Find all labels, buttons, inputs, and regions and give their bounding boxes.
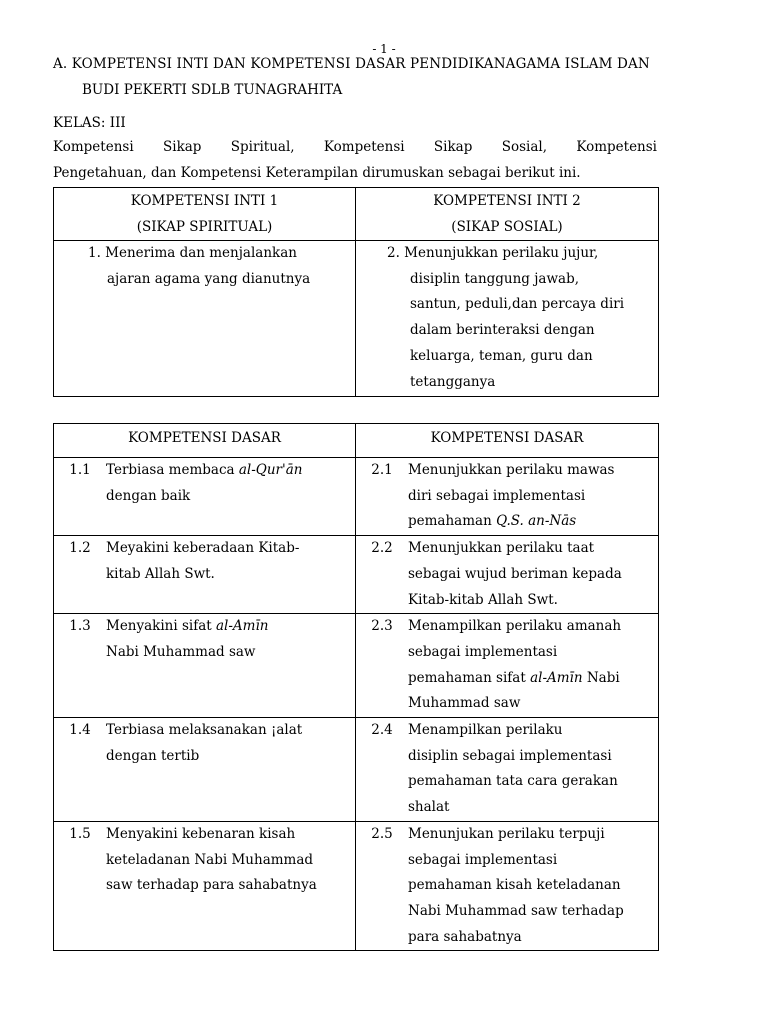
kd-line: Meyakini keberadaan Kitab- xyxy=(106,540,300,557)
kd-line: disiplin sebagai implementasi xyxy=(408,747,612,764)
kd-number: 2.3 xyxy=(371,618,393,635)
kd-line: pemahaman tata cara gerakan xyxy=(408,773,618,790)
kd-header-row xyxy=(54,424,659,458)
ki-1-header xyxy=(54,188,356,241)
kd-2-cell xyxy=(356,536,659,614)
kd-row xyxy=(54,614,659,718)
intro-word: Kompetensi xyxy=(323,139,405,155)
kd-line: Muhammad saw xyxy=(408,695,521,712)
intro-word: Spiritual, xyxy=(230,139,295,155)
kd-line: Terbiasa melaksanakan ¡alat xyxy=(106,722,303,739)
ki-content-row xyxy=(54,241,659,397)
ki-2-header-subtitle: (SIKAP SOSIAL) xyxy=(451,219,563,235)
intro-word: Sikap xyxy=(163,139,202,155)
kd-number: 2.1 xyxy=(371,462,393,478)
kd-number: 1.1 xyxy=(69,462,91,478)
kd-line: para sahabatnya xyxy=(408,928,522,945)
ki-1-header-title: KOMPETENSI INTI 1 xyxy=(130,193,279,209)
ki-2-line: santun, peduli,dan percaya diri xyxy=(410,296,625,313)
ki-header-row xyxy=(54,188,659,241)
ki-1-header-subtitle: (SIKAP SPIRITUAL) xyxy=(136,219,273,235)
kd-line: Nabi Muhammad saw xyxy=(106,643,256,660)
kd-1-cell xyxy=(54,821,356,951)
kd-line: Menyakini kebenaran kisah xyxy=(106,825,296,842)
kd-line: pemahaman kisah keteladanan xyxy=(408,877,621,894)
ki-2-line: disiplin tanggung jawab, xyxy=(410,270,580,287)
kd-number: 1.2 xyxy=(69,540,91,557)
kd-line: Menampilkan perilaku xyxy=(408,722,563,739)
kd-line: Kitab-kitab Allah Swt. xyxy=(408,591,558,608)
kd-2-cell xyxy=(356,614,659,718)
kd-number: 1.4 xyxy=(69,722,91,739)
kd-line: pemahaman sifat al-Amīn Nabi xyxy=(408,669,620,686)
kd-line: Menyakini sifat al-Amīn xyxy=(106,618,269,635)
ki-1-line: 1. Menerima dan menjalankan xyxy=(88,245,297,261)
kd-2-cell xyxy=(356,718,659,822)
intro-word: Sikap xyxy=(433,139,473,155)
kd-line: sebagai implementasi xyxy=(408,643,558,660)
kd-line: saw terhadap para sahabatnya xyxy=(106,877,317,894)
kd-line: Menunjukan perilaku terpuji xyxy=(408,825,605,842)
kompetensi-dasar-table xyxy=(53,423,659,951)
kd-line: kitab Allah Swt. xyxy=(106,565,215,582)
kd-1-header: KOMPETENSI DASAR xyxy=(54,424,356,458)
kd-line: Menunjukkan perilaku mawas xyxy=(408,462,615,478)
kd-line: Terbiasa membaca al-Qur'ān xyxy=(106,462,303,478)
kd-2-cell xyxy=(356,821,659,951)
kd-1-cell xyxy=(54,718,356,822)
kd-1-cell xyxy=(54,614,356,718)
kd-line: sebagai implementasi xyxy=(408,851,558,868)
kd-line: sebagai wujud beriman kepada xyxy=(408,565,622,582)
kd-line: dengan baik xyxy=(106,487,191,504)
ki-2-content xyxy=(356,241,659,397)
ki-2-header-title: KOMPETENSI INTI 2 xyxy=(433,193,581,209)
kd-number: 2.4 xyxy=(371,722,393,739)
section-heading-line-1: A. KOMPETENSI INTI DAN KOMPETENSI DASAR PENDIDIKANAGAMA ISLAM DAN xyxy=(53,56,650,72)
kd-number: 1.5 xyxy=(69,825,91,842)
page-number: - 1 - xyxy=(372,42,396,56)
intro-paragraph-line-1 xyxy=(53,139,657,155)
kd-line: keteladanan Nabi Muhammad xyxy=(106,851,314,868)
ki-2-header xyxy=(356,188,659,241)
kd-row xyxy=(54,718,659,822)
kd-row xyxy=(54,821,659,951)
kd-row xyxy=(54,536,659,614)
section-heading-line-2: BUDI PEKERTI SDLB TUNAGRAHITA xyxy=(82,82,343,98)
ki-1-content xyxy=(54,241,356,397)
ki-2-line: 2. Menunjukkan perilaku jujur, xyxy=(387,245,599,261)
kd-line: Nabi Muhammad saw terhadap xyxy=(408,902,624,919)
kd-row xyxy=(54,458,659,536)
ki-2-line: dalam berinteraksi dengan xyxy=(410,322,595,339)
ki-1-line: ajaran agama yang dianutnya xyxy=(107,270,311,287)
kompetensi-inti-table xyxy=(53,187,659,397)
kd-2-cell xyxy=(356,458,659,536)
intro-word: Sosial, xyxy=(501,139,547,155)
kd-number: 2.2 xyxy=(371,540,393,557)
intro-word: Kompetensi xyxy=(53,139,134,155)
kd-line: Menampilkan perilaku amanah xyxy=(408,618,622,635)
kd-1-cell xyxy=(54,536,356,614)
kd-line: shalat xyxy=(408,799,450,816)
kd-line: dengan tertib xyxy=(106,747,200,764)
kd-2-header: KOMPETENSI DASAR xyxy=(356,424,659,458)
ki-2-line: tetangganya xyxy=(410,373,496,390)
ki-2-line: keluarga, teman, guru dan xyxy=(410,347,593,364)
kelas-label: KELAS: III xyxy=(53,115,126,131)
kd-line: diri sebagai implementasi xyxy=(408,487,586,504)
intro-word: Kompetensi xyxy=(576,139,657,155)
kd-number: 1.3 xyxy=(69,618,91,635)
kd-1-cell xyxy=(54,458,356,536)
intro-paragraph-line-2: Pengetahuan, dan Kompetensi Keterampilan dirumuskan sebagai berikut ini. xyxy=(53,165,581,181)
kd-number: 2.5 xyxy=(371,825,393,842)
kd-line: Menunjukkan perilaku taat xyxy=(408,540,595,557)
kd-line: pemahaman Q.S. an-Nās xyxy=(408,513,577,530)
